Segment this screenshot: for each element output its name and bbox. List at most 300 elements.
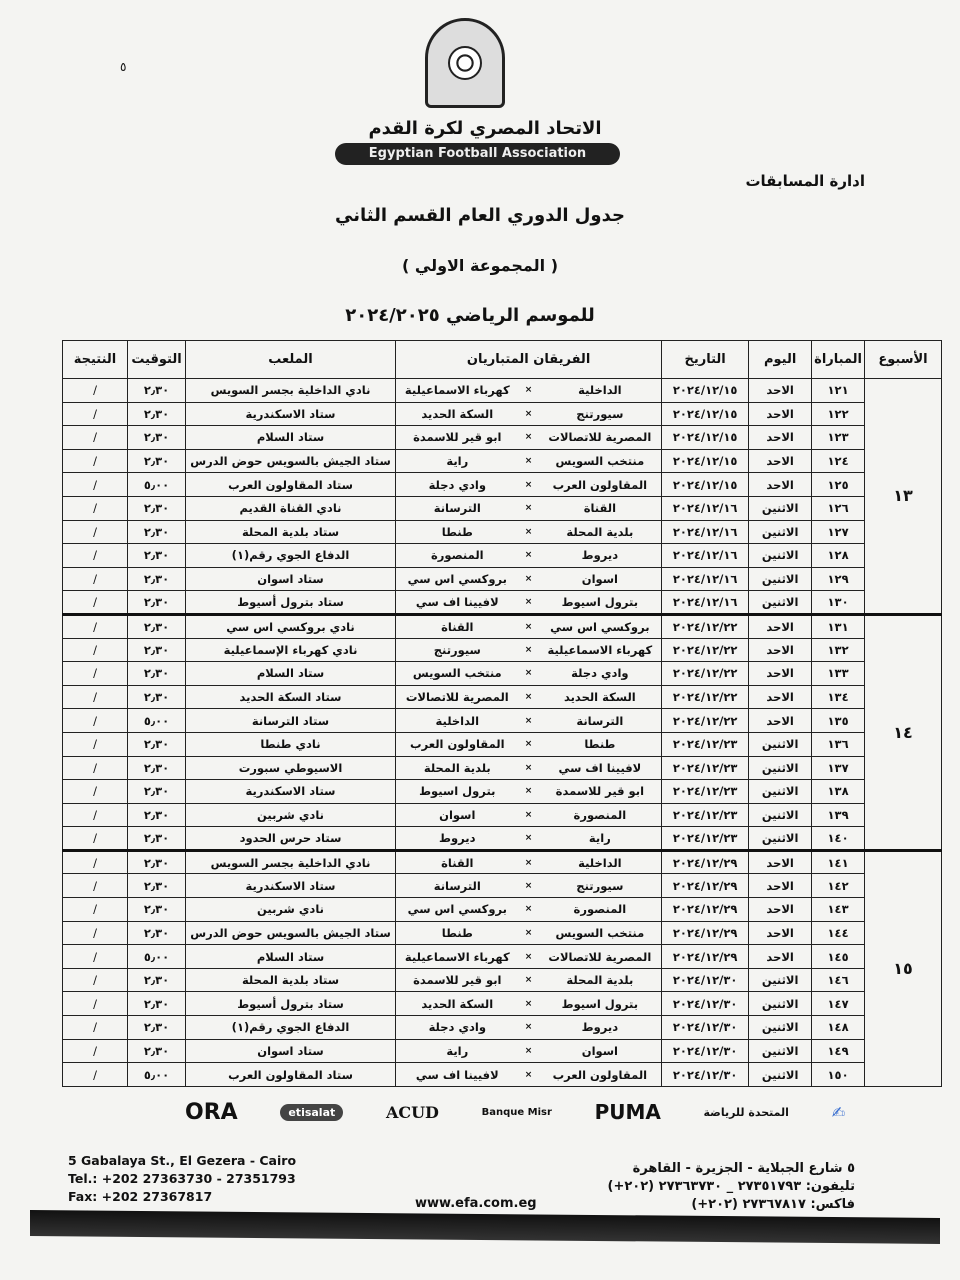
day: الاثنين — [749, 1016, 812, 1040]
time: ٢٫٣٠ — [128, 426, 186, 450]
stadium: ستاد الجيش بالسويس حوض الدرس — [186, 449, 396, 473]
website-link[interactable]: www.efa.com.eg — [415, 1196, 537, 1211]
table-row — [63, 379, 942, 403]
date: ٢٠٢٤/١٢/٢٩ — [662, 945, 749, 969]
result: / — [63, 402, 128, 426]
table-row — [63, 945, 942, 969]
match-number: ١٣٢ — [812, 638, 865, 662]
date: ٢٠٢٤/١٢/١٥ — [662, 379, 749, 403]
vs: × — [519, 732, 539, 756]
match-number: ١٣٤ — [812, 685, 865, 709]
time: ٢٫٣٠ — [128, 591, 186, 615]
stadium: نادي طنطا — [186, 732, 396, 756]
day: الاحد — [749, 850, 812, 874]
date: ٢٠٢٤/١٢/١٦ — [662, 567, 749, 591]
home-team: المنصورة — [539, 803, 662, 827]
result: / — [63, 520, 128, 544]
away-team: بترول اسيوط — [396, 780, 519, 804]
home-team: راية — [539, 827, 662, 851]
match-number: ١٢٧ — [812, 520, 865, 544]
home-team: منتخب السويس — [539, 449, 662, 473]
match-number: ١٥٠ — [812, 1063, 865, 1087]
table-row — [63, 614, 942, 638]
table-row — [63, 1016, 942, 1040]
match-number: ١٣٨ — [812, 780, 865, 804]
tel-en: Tel.: +202 27363730 - 27351793 — [68, 1171, 296, 1186]
match-number: ١٤٧ — [812, 992, 865, 1016]
time: ٢٫٣٠ — [128, 567, 186, 591]
result: / — [63, 709, 128, 733]
day: الاثنين — [749, 1063, 812, 1087]
away-team: بروكسي اس سي — [396, 567, 519, 591]
vs: × — [519, 945, 539, 969]
result: / — [63, 662, 128, 686]
vs: × — [519, 402, 539, 426]
result: / — [63, 992, 128, 1016]
day: الاحد — [749, 379, 812, 403]
stadium: ستاد الجيش بالسويس حوض الدرس — [186, 921, 396, 945]
week-number: ١٤ — [865, 614, 942, 850]
table-row — [63, 638, 942, 662]
table-row — [63, 921, 942, 945]
result: / — [63, 945, 128, 969]
table-row — [63, 898, 942, 922]
stadium: ستاد المقاولون العرب — [186, 473, 396, 497]
table-row — [63, 709, 942, 733]
stadium: ستاد بلدية المحلة — [186, 520, 396, 544]
date: ٢٠٢٤/١٢/٢٩ — [662, 898, 749, 922]
result: / — [63, 1016, 128, 1040]
stadium: نادي القناة القديم — [186, 496, 396, 520]
time: ٢٫٣٠ — [128, 756, 186, 780]
away-team: المنصورة — [396, 544, 519, 568]
away-team: لافيينا اف سي — [396, 1063, 519, 1087]
stadium: نادي الداخلية بجسر السويس — [186, 850, 396, 874]
match-number: ١٤٩ — [812, 1039, 865, 1063]
vs: × — [519, 850, 539, 874]
time: ٢٫٣٠ — [128, 1039, 186, 1063]
time: ٢٫٣٠ — [128, 638, 186, 662]
col-match: المباراة — [812, 341, 865, 379]
home-team: وادي دجلة — [539, 662, 662, 686]
result: / — [63, 732, 128, 756]
match-number: ١٢٨ — [812, 544, 865, 568]
address-ar — [608, 1160, 855, 1214]
match-number: ١٤٢ — [812, 874, 865, 898]
stadium: نادي شربين — [186, 898, 396, 922]
vs: × — [519, 473, 539, 497]
day: الاثنين — [749, 591, 812, 615]
away-team: القناة — [396, 850, 519, 874]
date: ٢٠٢٤/١٢/١٥ — [662, 449, 749, 473]
date: ٢٠٢٤/١٢/٢٣ — [662, 756, 749, 780]
result: / — [63, 473, 128, 497]
result: / — [63, 426, 128, 450]
stadium: ستاد بترول أسيوط — [186, 591, 396, 615]
time: ٥٫٠٠ — [128, 1063, 186, 1087]
time: ٢٫٣٠ — [128, 614, 186, 638]
home-team: ديروط — [539, 1016, 662, 1040]
date: ٢٠٢٤/١٢/٢٢ — [662, 638, 749, 662]
day: الاحد — [749, 638, 812, 662]
day: الاحد — [749, 874, 812, 898]
date: ٢٠٢٤/١٢/١٥ — [662, 402, 749, 426]
away-team: بروكسي اس سي — [396, 898, 519, 922]
result: / — [63, 496, 128, 520]
col-teams: الفريقان المتباريان — [396, 341, 662, 379]
table-row — [63, 591, 942, 615]
result: / — [63, 850, 128, 874]
date: ٢٠٢٤/١٢/٢٢ — [662, 685, 749, 709]
date: ٢٠٢٤/١٢/١٦ — [662, 544, 749, 568]
vs: × — [519, 992, 539, 1016]
time: ٢٫٣٠ — [128, 544, 186, 568]
day: الاحد — [749, 921, 812, 945]
table-row — [63, 803, 942, 827]
time: ٢٫٣٠ — [128, 898, 186, 922]
street-ar: ٥ شارع الجبلاية - الجزيرة - القاهرة — [632, 1161, 855, 1176]
stadium: نادي الداخلية بجسر السويس — [186, 379, 396, 403]
vs: × — [519, 685, 539, 709]
home-team: المصرية للاتصالات — [539, 945, 662, 969]
street-en: 5 Gabalaya St., El Gezera - Cairo — [68, 1153, 297, 1168]
home-team: المصرية للاتصالات — [539, 426, 662, 450]
away-team: وادي دجلة — [396, 473, 519, 497]
result: / — [63, 379, 128, 403]
match-number: ١٢٣ — [812, 426, 865, 450]
vs: × — [519, 614, 539, 638]
vs: × — [519, 496, 539, 520]
away-team: كهرباء الاسماعيلية — [396, 379, 519, 403]
home-team: الداخلية — [539, 379, 662, 403]
date: ٢٠٢٤/١٢/٢٣ — [662, 732, 749, 756]
match-number: ١٢٩ — [812, 567, 865, 591]
home-team: سيورتنج — [539, 402, 662, 426]
stadium: ستاد السلام — [186, 945, 396, 969]
doc-title: جدول الدوري العام القسم الثاني — [335, 205, 625, 226]
result: / — [63, 1063, 128, 1087]
date: ٢٠٢٤/١٢/٣٠ — [662, 1039, 749, 1063]
table-row — [63, 992, 942, 1016]
home-team: بروكسي اس سي — [539, 614, 662, 638]
match-number: ١٣٠ — [812, 591, 865, 615]
result: / — [63, 567, 128, 591]
time: ٢٫٣٠ — [128, 968, 186, 992]
home-team: الداخلية — [539, 850, 662, 874]
home-team: بترول اسيوط — [539, 591, 662, 615]
vs: × — [519, 567, 539, 591]
away-team: الداخلية — [396, 709, 519, 733]
table-row — [63, 827, 942, 851]
vs: × — [519, 874, 539, 898]
date: ٢٠٢٤/١٢/١٥ — [662, 426, 749, 450]
time: ٢٫٣٠ — [128, 780, 186, 804]
time: ٢٫٣٠ — [128, 402, 186, 426]
vs: × — [519, 449, 539, 473]
stadium: ستاد الاسكندرية — [186, 780, 396, 804]
footer-bar — [30, 1210, 940, 1244]
vs: × — [519, 827, 539, 851]
time: ٢٫٣٠ — [128, 685, 186, 709]
day: الاحد — [749, 685, 812, 709]
away-team: بلدية المحلة — [396, 756, 519, 780]
day: الاثنين — [749, 544, 812, 568]
day: الاحد — [749, 898, 812, 922]
date: ٢٠٢٤/١٢/١٦ — [662, 591, 749, 615]
day: الاثنين — [749, 827, 812, 851]
time: ٢٫٣٠ — [128, 874, 186, 898]
match-number: ١٤٥ — [812, 945, 865, 969]
time: ٢٫٣٠ — [128, 449, 186, 473]
date: ٢٠٢٤/١٢/١٦ — [662, 520, 749, 544]
table-row — [63, 732, 942, 756]
table-row — [63, 685, 942, 709]
away-team: راية — [396, 1039, 519, 1063]
match-number: ١٤٣ — [812, 898, 865, 922]
match-number: ١٤٨ — [812, 1016, 865, 1040]
home-team: اسوان — [539, 567, 662, 591]
home-team: كهرباء الاسماعيلية — [539, 638, 662, 662]
department: ادارة المسابقات — [745, 172, 865, 190]
away-team: الترسانة — [396, 874, 519, 898]
match-number: ١٣٦ — [812, 732, 865, 756]
result: / — [63, 449, 128, 473]
table-row — [63, 1063, 942, 1087]
day: الاحد — [749, 662, 812, 686]
date: ٢٠٢٤/١٢/١٥ — [662, 473, 749, 497]
stadium: نادي بروكسي اس سي — [186, 614, 396, 638]
vs: × — [519, 520, 539, 544]
stadium: ستاد السكة الحديد — [186, 685, 396, 709]
day: الاثنين — [749, 992, 812, 1016]
home-team: المقاولون العرب — [539, 1063, 662, 1087]
table-row — [63, 874, 942, 898]
stadium: الدفاع الجوي رقم(١) — [186, 1016, 396, 1040]
col-result: النتيجة — [63, 341, 128, 379]
result: / — [63, 827, 128, 851]
table-row — [63, 473, 942, 497]
day: الاحد — [749, 945, 812, 969]
result: / — [63, 1039, 128, 1063]
match-number: ١٤٠ — [812, 827, 865, 851]
day: الاحد — [749, 402, 812, 426]
result: / — [63, 591, 128, 615]
football-icon — [448, 46, 482, 80]
home-team: بترول اسيوط — [539, 992, 662, 1016]
vs: × — [519, 1016, 539, 1040]
date: ٢٠٢٤/١٢/٢٣ — [662, 803, 749, 827]
time: ٥٫٠٠ — [128, 945, 186, 969]
result: / — [63, 968, 128, 992]
efa-logo — [425, 18, 505, 108]
time: ٢٫٣٠ — [128, 827, 186, 851]
stadium: نادي كهرباء الإسماعيلية — [186, 638, 396, 662]
fixtures-table — [62, 340, 942, 1087]
time: ٥٫٠٠ — [128, 473, 186, 497]
day: الاثنين — [749, 756, 812, 780]
time: ٢٫٣٠ — [128, 850, 186, 874]
home-team: طنطا — [539, 732, 662, 756]
vs: × — [519, 1063, 539, 1087]
day: الاثنين — [749, 520, 812, 544]
away-team: السكة الحديد — [396, 402, 519, 426]
time: ٢٫٣٠ — [128, 662, 186, 686]
away-team: الترسانة — [396, 496, 519, 520]
table-row — [63, 402, 942, 426]
date: ٢٠٢٤/١٢/٣٠ — [662, 1016, 749, 1040]
match-number: ١٢٥ — [812, 473, 865, 497]
vs: × — [519, 426, 539, 450]
stadium: ستاد الاسكندرية — [186, 402, 396, 426]
date: ٢٠٢٤/١٢/٢٩ — [662, 850, 749, 874]
date: ٢٠٢٤/١٢/٣٠ — [662, 992, 749, 1016]
col-week: الأسبوع — [865, 341, 942, 379]
result: / — [63, 874, 128, 898]
group-title: ( المجموعة الاولي ) — [401, 256, 559, 275]
col-stadium: الملعب — [186, 341, 396, 379]
away-team: راية — [396, 449, 519, 473]
day: الاحد — [749, 473, 812, 497]
away-team: المقاولون العرب — [396, 732, 519, 756]
time: ٥٫٠٠ — [128, 709, 186, 733]
time: ٢٫٣٠ — [128, 496, 186, 520]
date: ٢٠٢٤/١٢/٣٠ — [662, 968, 749, 992]
away-team: منتخب السويس — [396, 662, 519, 686]
match-number: ١٤١ — [812, 850, 865, 874]
vs: × — [519, 968, 539, 992]
table-row — [63, 662, 942, 686]
vs: × — [519, 591, 539, 615]
match-number: ١٣١ — [812, 614, 865, 638]
away-team: السكة الحديد — [396, 992, 519, 1016]
home-team: سيورتنج — [539, 874, 662, 898]
match-number: ١٣٣ — [812, 662, 865, 686]
result: / — [63, 638, 128, 662]
org-name-en: Egyptian Football Association — [335, 143, 620, 165]
home-team: ابو قير للاسمدة — [539, 780, 662, 804]
week-number: ١٣ — [865, 379, 942, 615]
day: الاثنين — [749, 1039, 812, 1063]
vs: × — [519, 379, 539, 403]
stadium: ستاد السلام — [186, 426, 396, 450]
time: ٢٫٣٠ — [128, 921, 186, 945]
stadium: ستاد الاسكندرية — [186, 874, 396, 898]
day: الاحد — [749, 614, 812, 638]
day: الاحد — [749, 449, 812, 473]
week-number: ١٥ — [865, 850, 942, 1086]
vs: × — [519, 1039, 539, 1063]
away-team: وادي دجلة — [396, 1016, 519, 1040]
home-team: القناة — [539, 496, 662, 520]
home-team: اسوان — [539, 1039, 662, 1063]
stadium: ستاد بلدية المحلة — [186, 968, 396, 992]
date: ٢٠٢٤/١٢/٢٩ — [662, 921, 749, 945]
match-number: ١٤٦ — [812, 968, 865, 992]
away-team: القناة — [396, 614, 519, 638]
match-number: ١٣٩ — [812, 803, 865, 827]
sponsor-logo: PUMA — [594, 1100, 661, 1124]
vs: × — [519, 662, 539, 686]
vs: × — [519, 756, 539, 780]
away-team: المصرية للاتصالات — [396, 685, 519, 709]
fax-en: Fax: +202 27367817 — [68, 1189, 213, 1204]
vs: × — [519, 921, 539, 945]
result: / — [63, 898, 128, 922]
result: / — [63, 756, 128, 780]
result: / — [63, 544, 128, 568]
date: ٢٠٢٤/١٢/١٦ — [662, 496, 749, 520]
signature: ✍ — [831, 1102, 845, 1122]
time: ٢٫٣٠ — [128, 1016, 186, 1040]
home-team: بلدية المحلة — [539, 968, 662, 992]
table-row — [63, 1039, 942, 1063]
date: ٢٠٢٤/١٢/٣٠ — [662, 1063, 749, 1087]
match-number: ١٣٧ — [812, 756, 865, 780]
time: ٢٫٣٠ — [128, 379, 186, 403]
date: ٢٠٢٤/١٢/٢٩ — [662, 874, 749, 898]
table-row — [63, 968, 942, 992]
time: ٢٫٣٠ — [128, 803, 186, 827]
result: / — [63, 614, 128, 638]
stadium: ستاد المقاولون العرب — [186, 1063, 396, 1087]
vs: × — [519, 780, 539, 804]
col-time: التوقيت — [128, 341, 186, 379]
result: / — [63, 780, 128, 804]
match-number: ١٢٢ — [812, 402, 865, 426]
stadium: ستاد الترسانة — [186, 709, 396, 733]
stadium: ستاد حرس الحدود — [186, 827, 396, 851]
fax-ar: فاكس: ٢٧٣٦٧٨١٧ (٢٠٢+) — [691, 1197, 855, 1212]
home-team: المقاولون العرب — [539, 473, 662, 497]
table-header — [63, 341, 942, 379]
org-name-ar: الاتحاد المصري لكرة القدم — [368, 118, 602, 139]
vs: × — [519, 898, 539, 922]
sponsors-bar — [185, 1092, 845, 1132]
home-team: الترسانة — [539, 709, 662, 733]
day: الاثنين — [749, 567, 812, 591]
day: الاثنين — [749, 968, 812, 992]
sponsor-logo: ORA — [185, 1099, 238, 1125]
vs: × — [519, 544, 539, 568]
stadium: الدفاع الجوي رقم(١) — [186, 544, 396, 568]
away-team: طنطا — [396, 921, 519, 945]
table-row — [63, 780, 942, 804]
match-number: ١٢٦ — [812, 496, 865, 520]
sponsor-logo: etisalat — [280, 1104, 343, 1121]
time: ٢٫٣٠ — [128, 732, 186, 756]
table-row — [63, 520, 942, 544]
away-team: لافيينا اف سي — [396, 591, 519, 615]
match-number: ١٢٤ — [812, 449, 865, 473]
vs: × — [519, 638, 539, 662]
table-row — [63, 567, 942, 591]
day: الاثنين — [749, 732, 812, 756]
time: ٢٫٣٠ — [128, 992, 186, 1016]
sponsor-logo: ACUD — [385, 1102, 439, 1122]
table-row — [63, 544, 942, 568]
sponsor-logo: Banque Misr — [481, 1106, 552, 1118]
day: الاحد — [749, 426, 812, 450]
home-team: المنصورة — [539, 898, 662, 922]
away-team: ابو قير للاسمدة — [396, 968, 519, 992]
day: الاثنين — [749, 803, 812, 827]
vs: × — [519, 709, 539, 733]
away-team: اسوان — [396, 803, 519, 827]
vs: × — [519, 803, 539, 827]
away-team: ديروط — [396, 827, 519, 851]
table-row — [63, 426, 942, 450]
stadium: ستاد السلام — [186, 662, 396, 686]
